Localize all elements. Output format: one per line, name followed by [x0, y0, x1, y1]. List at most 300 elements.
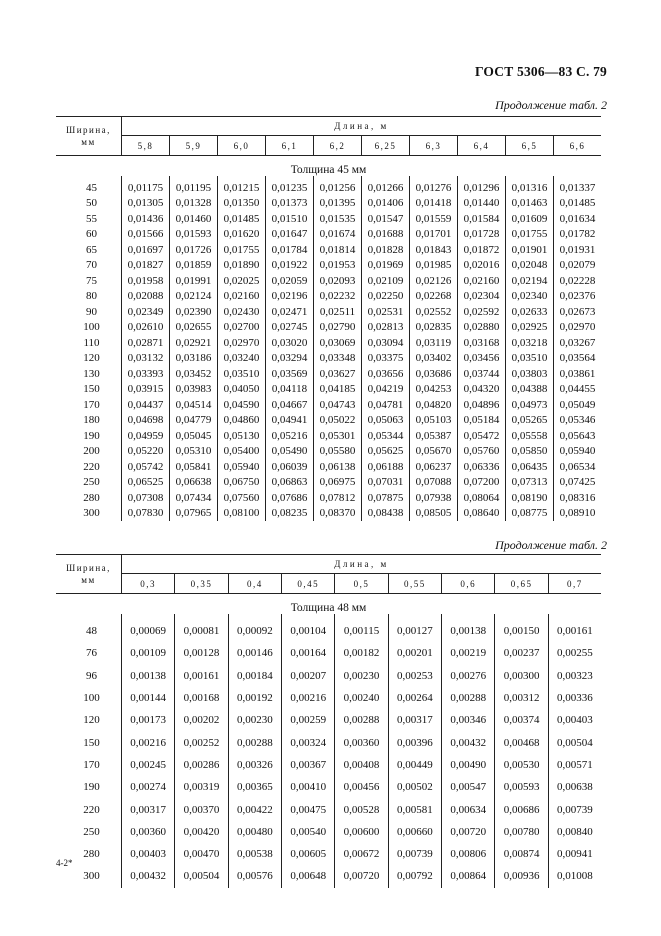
length-column-header: 0,5	[335, 574, 388, 594]
volume-cell: 0,03510	[506, 351, 554, 367]
volume-cell: 0,08190	[506, 490, 554, 506]
volume-cell: 0,08316	[554, 490, 602, 506]
volume-cell: 0,04896	[458, 397, 506, 413]
volume-cell: 0,00538	[228, 843, 281, 865]
volume-cell: 0,00456	[335, 776, 388, 798]
volume-cell: 0,05301	[314, 428, 362, 444]
volume-cell: 0,08640	[458, 506, 506, 522]
volume-cell: 0,00164	[282, 642, 335, 664]
volume-cell: 0,00201	[388, 642, 441, 664]
volume-cell: 0,02016	[458, 258, 506, 274]
volume-cell: 0,00161	[175, 665, 228, 687]
table-row	[56, 211, 601, 227]
page-title: ГОСТ 5306—83 С. 79	[474, 64, 607, 79]
volume-cell: 0,02921	[170, 335, 218, 351]
table-row	[56, 709, 601, 731]
width-cell: 45	[86, 181, 97, 194]
table-row	[56, 351, 601, 367]
volume-cell: 0,04820	[410, 397, 458, 413]
width-cell: 300	[83, 507, 100, 520]
volume-cell: 0,05742	[122, 459, 170, 475]
volume-cell: 0,00739	[388, 843, 441, 865]
volume-cell: 0,07812	[314, 490, 362, 506]
volume-cell: 0,00739	[548, 798, 601, 820]
width-cell: 100	[83, 692, 100, 705]
volume-cell: 0,07830	[122, 506, 170, 522]
volume-cell: 0,02124	[170, 289, 218, 305]
volume-cell: 0,02633	[506, 304, 554, 320]
volume-cell: 0,08438	[362, 506, 410, 522]
volume-cell: 0,01436	[122, 211, 170, 227]
table-row	[56, 776, 601, 798]
volume-cell: 0,00300	[495, 665, 548, 687]
volume-cell: 0,00581	[388, 798, 441, 820]
length-column-header: 0,4	[228, 574, 281, 594]
volume-cell: 0,02655	[170, 320, 218, 336]
width-cell: 55	[86, 212, 97, 225]
volume-cell: 0,00420	[175, 821, 228, 843]
table-continuation-label: Продолжение табл. 2	[495, 98, 607, 112]
volume-cell: 0,00672	[335, 843, 388, 865]
width-cell: 170	[83, 758, 100, 771]
volume-cell: 0,00660	[388, 821, 441, 843]
volume-cell: 0,03564	[554, 351, 602, 367]
volume-cell: 0,05310	[170, 444, 218, 460]
volume-cell: 0,00219	[442, 642, 495, 664]
volume-cell: 0,00374	[495, 709, 548, 731]
volume-cell: 0,07308	[122, 490, 170, 506]
volume-cell: 0,00127	[388, 614, 441, 642]
volume-cell: 0,06237	[410, 459, 458, 475]
volume-cell: 0,07200	[458, 475, 506, 491]
table-row	[56, 176, 601, 196]
volume-cell: 0,00806	[442, 843, 495, 865]
volume-cell: 0,04455	[554, 382, 602, 398]
width-cell: 75	[86, 274, 97, 287]
volume-cell: 0,06039	[266, 459, 314, 475]
volume-cell: 0,01373	[266, 196, 314, 212]
volume-cell: 0,05580	[314, 444, 362, 460]
volume-cell: 0,02349	[122, 304, 170, 320]
volume-cell: 0,01890	[218, 258, 266, 274]
volume-cell: 0,00432	[442, 731, 495, 753]
volume-cell: 0,03393	[122, 366, 170, 382]
volume-cell: 0,02250	[362, 289, 410, 305]
volume-cell: 0,00449	[388, 754, 441, 776]
volume-cell: 0,00069	[122, 614, 175, 642]
volume-cell: 0,04779	[170, 413, 218, 429]
volume-cell: 0,00360	[335, 731, 388, 753]
length-column-header: 0,7	[548, 574, 601, 594]
table-row	[56, 335, 601, 351]
volume-cell: 0,02109	[362, 273, 410, 289]
volume-cell: 0,01463	[506, 196, 554, 212]
volume-cell: 0,04118	[266, 382, 314, 398]
volume-cell: 0,02511	[314, 304, 362, 320]
volume-cell: 0,08775	[506, 506, 554, 522]
volume-cell: 0,00230	[335, 665, 388, 687]
table-row	[56, 413, 601, 429]
volume-cell: 0,01859	[170, 258, 218, 274]
volume-cell: 0,00150	[495, 614, 548, 642]
volume-cell: 0,00600	[335, 821, 388, 843]
volume-cell: 0,03168	[458, 335, 506, 351]
volume-cell: 0,01953	[314, 258, 362, 274]
volume-cell: 0,01828	[362, 242, 410, 258]
thickness-label: Толщина 45 мм	[290, 164, 367, 176]
volume-cell: 0,05103	[410, 413, 458, 429]
volume-cell: 0,02376	[554, 289, 602, 305]
volume-cell: 0,00319	[175, 776, 228, 798]
table-row	[56, 731, 601, 753]
volume-cell: 0,01991	[170, 273, 218, 289]
volume-cell: 0,02745	[266, 320, 314, 336]
volume-cell: 0,00317	[388, 709, 441, 731]
volume-cell: 0,00252	[175, 731, 228, 753]
volume-cell: 0,01566	[122, 227, 170, 243]
volume-cell: 0,01701	[410, 227, 458, 243]
volume-cell: 0,00144	[122, 687, 175, 709]
volume-cell: 0,03375	[362, 351, 410, 367]
volume-cell: 0,00264	[388, 687, 441, 709]
table-row	[56, 754, 601, 776]
volume-cell: 0,01296	[458, 176, 506, 196]
volume-cell: 0,00245	[122, 754, 175, 776]
table-row	[56, 444, 601, 460]
volume-cell: 0,00593	[495, 776, 548, 798]
volume-cell: 0,03020	[266, 335, 314, 351]
volume-cell: 0,05022	[314, 413, 362, 429]
volume-cell: 0,01609	[506, 211, 554, 227]
volume-cell: 0,00312	[495, 687, 548, 709]
volume-cell: 0,00504	[175, 865, 228, 887]
volume-cell: 0,00288	[442, 687, 495, 709]
volume-cell: 0,02025	[218, 273, 266, 289]
table-row	[56, 397, 601, 413]
table-row	[56, 798, 601, 820]
volume-cell: 0,00360	[122, 821, 175, 843]
table-row	[56, 865, 601, 887]
length-column-header: 0,35	[175, 574, 228, 594]
length-group-header: Длина, м	[122, 555, 602, 574]
length-column-header: 5,9	[170, 136, 218, 156]
length-column-header: 0,55	[388, 574, 441, 594]
width-cell: 100	[83, 321, 100, 334]
length-column-header: 6,0	[218, 136, 266, 156]
volume-cell: 0,02880	[458, 320, 506, 336]
header-row	[56, 117, 601, 136]
volume-cell: 0,00259	[282, 709, 335, 731]
volume-cell: 0,06525	[122, 475, 170, 491]
volume-cell: 0,07938	[410, 490, 458, 506]
volume-cell: 0,07088	[410, 475, 458, 491]
volume-cell: 0,04860	[218, 413, 266, 429]
width-cell: 130	[83, 367, 100, 380]
volume-cell: 0,02088	[122, 289, 170, 305]
table-row	[56, 821, 601, 843]
volume-cell: 0,00326	[228, 754, 281, 776]
length-values-row	[56, 574, 601, 594]
volume-cell: 0,01418	[410, 196, 458, 212]
volume-cell: 0,03452	[170, 366, 218, 382]
volume-cell: 0,01647	[266, 227, 314, 243]
volume-cell: 0,02126	[410, 273, 458, 289]
volume-cell: 0,01593	[170, 227, 218, 243]
volume-cell: 0,05940	[554, 444, 602, 460]
volume-cell: 0,00502	[388, 776, 441, 798]
width-cell: 250	[83, 825, 100, 838]
width-cell: 76	[86, 647, 97, 660]
volume-cell: 0,00276	[442, 665, 495, 687]
table-row	[56, 506, 601, 522]
volume-cell: 0,00324	[282, 731, 335, 753]
volume-cell: 0,00138	[442, 614, 495, 642]
volume-cell: 0,04667	[266, 397, 314, 413]
header-row	[56, 555, 601, 574]
volume-cell: 0,04698	[122, 413, 170, 429]
volume-cell: 0,02340	[506, 289, 554, 305]
volume-cell: 0,01688	[362, 227, 410, 243]
volume-cell: 0,05049	[554, 397, 602, 413]
volume-cell: 0,01175	[122, 176, 170, 196]
volume-cell: 0,06638	[170, 475, 218, 491]
volume-cell: 0,00202	[175, 709, 228, 731]
volume-cell: 0,02079	[554, 258, 602, 274]
volume-cell: 0,00274	[122, 776, 175, 798]
width-cell: 96	[86, 669, 97, 682]
volume-cell: 0,07313	[506, 475, 554, 491]
volume-cell: 0,01969	[362, 258, 410, 274]
table-row	[56, 242, 601, 258]
volume-cell: 0,03218	[506, 335, 554, 351]
volume-cell: 0,04514	[170, 397, 218, 413]
volume-cell: 0,01485	[218, 211, 266, 227]
volume-cell: 0,08100	[218, 506, 266, 522]
volume-cell: 0,01535	[314, 211, 362, 227]
volume-cell: 0,05643	[554, 428, 602, 444]
volume-cell: 0,05490	[266, 444, 314, 460]
volume-cell: 0,01337	[554, 176, 602, 196]
volume-cell: 0,02790	[314, 320, 362, 336]
volume-cell: 0,04253	[410, 382, 458, 398]
volume-cell: 0,05558	[506, 428, 554, 444]
volume-cell: 0,00475	[282, 798, 335, 820]
volume-cell: 0,04050	[218, 382, 266, 398]
volume-cell: 0,03119	[410, 335, 458, 351]
volume-cell: 0,03686	[410, 366, 458, 382]
volume-cell: 0,04973	[506, 397, 554, 413]
volume-table-thickness-48	[56, 554, 601, 888]
volume-cell: 0,05184	[458, 413, 506, 429]
volume-cell: 0,03915	[122, 382, 170, 398]
volume-cell: 0,01485	[554, 196, 602, 212]
table-row	[56, 665, 601, 687]
volume-cell: 0,00109	[122, 642, 175, 664]
volume-cell: 0,06750	[218, 475, 266, 491]
length-column-header: 0,6	[442, 574, 495, 594]
volume-cell: 0,00255	[548, 642, 601, 664]
volume-cell: 0,02160	[218, 289, 266, 305]
volume-cell: 0,01266	[362, 176, 410, 196]
length-column-header: 6,2	[314, 136, 362, 156]
width-cell: 220	[83, 803, 100, 816]
width-cell: 150	[83, 736, 100, 749]
width-cell: 110	[83, 336, 100, 349]
volume-cell: 0,01958	[122, 273, 170, 289]
volume-cell: 0,06138	[314, 459, 362, 475]
table-row	[56, 475, 601, 491]
width-cell: 170	[83, 398, 100, 411]
table-row	[56, 258, 601, 274]
volume-cell: 0,03069	[314, 335, 362, 351]
volume-cell: 0,05760	[458, 444, 506, 460]
length-column-header: 0,45	[282, 574, 335, 594]
volume-cell: 0,03803	[506, 366, 554, 382]
width-cell: 50	[86, 197, 97, 210]
volume-cell: 0,00648	[282, 865, 335, 887]
volume-cell: 0,00182	[335, 642, 388, 664]
volume-cell: 0,05265	[506, 413, 554, 429]
volume-cell: 0,05216	[266, 428, 314, 444]
volume-cell: 0,03656	[362, 366, 410, 382]
volume-cell: 0,00207	[282, 665, 335, 687]
volume-cell: 0,02970	[554, 320, 602, 336]
volume-cell: 0,00422	[228, 798, 281, 820]
volume-cell: 0,01755	[506, 227, 554, 243]
volume-cell: 0,02232	[314, 289, 362, 305]
volume-cell: 0,00792	[388, 865, 441, 887]
volume-cell: 0,02552	[410, 304, 458, 320]
volume-cell: 0,02925	[506, 320, 554, 336]
volume-cell: 0,00403	[548, 709, 601, 731]
volume-cell: 0,06188	[362, 459, 410, 475]
volume-cell: 0,02592	[458, 304, 506, 320]
volume-cell: 0,01510	[266, 211, 314, 227]
volume-cell: 0,00370	[175, 798, 228, 820]
volume-cell: 0,00530	[495, 754, 548, 776]
volume-cell: 0,03294	[266, 351, 314, 367]
table-continuation-label: Продолжение табл. 2	[495, 538, 607, 552]
volume-cell: 0,03569	[266, 366, 314, 382]
width-header-text: Ширина,	[66, 563, 111, 573]
table-row	[56, 289, 601, 305]
width-cell: 48	[86, 625, 97, 638]
volume-cell: 0,00634	[442, 798, 495, 820]
volume-cell: 0,01985	[410, 258, 458, 274]
volume-cell: 0,00432	[122, 865, 175, 887]
volume-cell: 0,01395	[314, 196, 362, 212]
width-cell: 80	[86, 290, 97, 303]
length-group-header: Длина, м	[122, 117, 602, 136]
volume-cell: 0,01276	[410, 176, 458, 196]
volume-cell: 0,08910	[554, 506, 602, 522]
volume-cell: 0,05344	[362, 428, 410, 444]
volume-cell: 0,00408	[335, 754, 388, 776]
width-cell: 180	[83, 414, 100, 427]
volume-cell: 0,05130	[218, 428, 266, 444]
volume-cell: 0,03186	[170, 351, 218, 367]
volume-cell: 0,02673	[554, 304, 602, 320]
table-row	[56, 459, 601, 475]
volume-cell: 0,03132	[122, 351, 170, 367]
width-cell: 190	[83, 781, 100, 794]
volume-cell: 0,05841	[170, 459, 218, 475]
volume-cell: 0,00403	[122, 843, 175, 865]
volume-cell: 0,02390	[170, 304, 218, 320]
volume-cell: 0,00605	[282, 843, 335, 865]
width-cell: 65	[86, 243, 97, 256]
volume-cell: 0,00720	[442, 821, 495, 843]
volume-cell: 0,07686	[266, 490, 314, 506]
volume-cell: 0,01726	[170, 242, 218, 258]
volume-cell: 0,00874	[495, 843, 548, 865]
volume-cell: 0,01195	[170, 176, 218, 196]
width-cell: 280	[83, 491, 100, 504]
volume-cell: 0,06435	[506, 459, 554, 475]
volume-cell: 0,00396	[388, 731, 441, 753]
volume-cell: 0,00780	[495, 821, 548, 843]
volume-cell: 0,03348	[314, 351, 362, 367]
volume-cell: 0,02059	[266, 273, 314, 289]
volume-cell: 0,02048	[506, 258, 554, 274]
volume-cell: 0,08235	[266, 506, 314, 522]
volume-cell: 0,01460	[170, 211, 218, 227]
volume-cell: 0,02268	[410, 289, 458, 305]
volume-cell: 0,01755	[218, 242, 266, 258]
volume-cell: 0,05387	[410, 428, 458, 444]
volume-cell: 0,00240	[335, 687, 388, 709]
volume-cell: 0,03240	[218, 351, 266, 367]
volume-cell: 0,00470	[175, 843, 228, 865]
volume-cell: 0,00230	[228, 709, 281, 731]
volume-cell: 0,01922	[266, 258, 314, 274]
volume-cell: 0,01784	[266, 242, 314, 258]
volume-cell: 0,07434	[170, 490, 218, 506]
volume-cell: 0,00288	[335, 709, 388, 731]
volume-cell: 0,05045	[170, 428, 218, 444]
volume-cell: 0,05220	[122, 444, 170, 460]
volume-cell: 0,01440	[458, 196, 506, 212]
volume-cell: 0,00365	[228, 776, 281, 798]
volume-cell: 0,03510	[218, 366, 266, 382]
table-row	[56, 642, 601, 664]
volume-cell: 0,02304	[458, 289, 506, 305]
volume-cell: 0,00840	[548, 821, 601, 843]
volume-cell: 0,04781	[362, 397, 410, 413]
volume-cell: 0,07965	[170, 506, 218, 522]
volume-cell: 0,00720	[335, 865, 388, 887]
volume-cell: 0,01215	[218, 176, 266, 196]
volume-cell: 0,06975	[314, 475, 362, 491]
width-cell: 280	[83, 848, 100, 861]
volume-cell: 0,00346	[442, 709, 495, 731]
table-row	[56, 382, 601, 398]
length-column-header: 6,6	[554, 136, 602, 156]
volume-cell: 0,01316	[506, 176, 554, 196]
volume-cell: 0,07425	[554, 475, 602, 491]
volume-cell: 0,05670	[410, 444, 458, 460]
volume-cell: 0,04320	[458, 382, 506, 398]
volume-cell: 0,01814	[314, 242, 362, 258]
width-cell: 150	[83, 383, 100, 396]
volume-cell: 0,00576	[228, 865, 281, 887]
volume-cell: 0,00237	[495, 642, 548, 664]
volume-cell: 0,02430	[218, 304, 266, 320]
volume-cell: 0,03983	[170, 382, 218, 398]
volume-cell: 0,00490	[442, 754, 495, 776]
volume-cell: 0,00540	[282, 821, 335, 843]
width-header-text: Ширина,	[66, 125, 111, 135]
